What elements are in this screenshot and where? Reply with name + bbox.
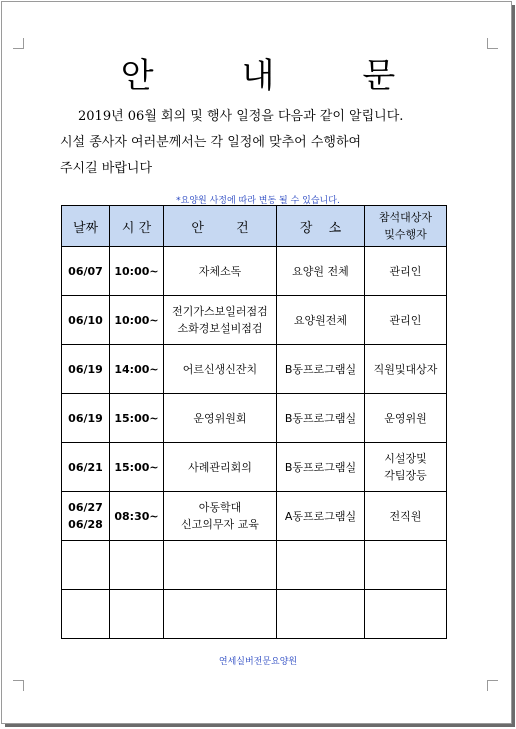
cell-time xyxy=(110,443,164,492)
cell-date xyxy=(62,492,110,541)
table-row xyxy=(62,541,447,590)
cell-place-text: 요양원전체 xyxy=(293,313,348,327)
cell-attendee-text: 전직원 xyxy=(389,509,422,523)
cell-time-text: 08:30~ xyxy=(114,509,159,523)
cell-place xyxy=(277,590,365,639)
schedule-change-notice: *요양원 사정에 따라 변동 될 수 있습니다. xyxy=(176,196,340,206)
cell-date xyxy=(62,443,110,492)
table-header-row xyxy=(62,206,447,247)
cell-agenda-text: 소화경보설비점검 xyxy=(177,322,263,335)
cell-agenda-text: 어르신생신잔치 xyxy=(182,362,258,376)
cell-time-text: 15:00~ xyxy=(114,460,159,474)
table-row xyxy=(62,590,447,639)
table-row xyxy=(62,394,447,443)
cell-date xyxy=(62,296,110,345)
cell-place xyxy=(277,345,365,394)
cell-agenda xyxy=(164,247,277,296)
cell-date-text: 06/19 xyxy=(68,411,103,425)
schedule-table xyxy=(61,205,447,639)
cell-attendee-text: 관리인 xyxy=(389,264,422,278)
cell-time-text: 10:00~ xyxy=(114,264,159,278)
intro-line: 시설 종사자 여러분께서는 각 일정에 맞추어 수행하여 xyxy=(60,135,362,150)
cell-date xyxy=(62,394,110,443)
cell-attendee-text: 직원및대상자 xyxy=(373,362,438,376)
table-row xyxy=(62,296,447,345)
cell-attendee xyxy=(365,443,447,492)
cell-place-text: B동프로그램실 xyxy=(284,460,357,474)
cell-agenda-text: 사례관리회의 xyxy=(188,460,252,474)
cell-date-text: 06/10 xyxy=(68,313,103,327)
cell-date-text: 06/27 xyxy=(68,501,103,514)
cell-date-text: 06/07 xyxy=(68,264,103,278)
document-title xyxy=(0,48,516,97)
cell-date-text: 06/28 xyxy=(68,518,103,531)
intro-paragraph xyxy=(60,104,470,182)
cell-date xyxy=(62,590,110,639)
header-place: 장 소 xyxy=(277,206,365,247)
cell-attendee xyxy=(365,541,447,590)
header-attendee: 참석대상자 및수행자 xyxy=(365,206,447,247)
header-time: 시 간 xyxy=(110,206,164,247)
cell-date xyxy=(62,345,110,394)
page-shadow-bottom xyxy=(5,724,515,727)
cell-time xyxy=(110,541,164,590)
crop-mark-bottom-right xyxy=(487,680,498,691)
cell-agenda xyxy=(164,443,277,492)
cell-agenda xyxy=(164,345,277,394)
cell-attendee xyxy=(365,247,447,296)
cell-attendee xyxy=(365,296,447,345)
cell-agenda-text: 신고의무자 교육 xyxy=(181,518,259,531)
intro-line: 주시길 바랍니다 xyxy=(60,161,153,176)
cell-agenda-text: 아동학대 xyxy=(198,501,242,514)
cell-time xyxy=(110,590,164,639)
cell-time xyxy=(110,296,164,345)
page-shadow-right xyxy=(512,5,515,726)
cell-attendee xyxy=(365,590,447,639)
cell-place-text: A동프로그램실 xyxy=(284,509,357,523)
crop-mark-bottom-left xyxy=(13,680,24,691)
cell-place-text: B동프로그램실 xyxy=(284,362,357,376)
cell-place xyxy=(277,296,365,345)
title-char: 안 xyxy=(120,56,154,96)
cell-agenda-text: 전기가스보일러점검 xyxy=(172,305,268,318)
facility-name-footer: 연세실버전문요양원 xyxy=(218,657,298,667)
cell-attendee-text: 관리인 xyxy=(389,313,422,327)
cell-attendee-text: 시설장및 xyxy=(384,452,427,465)
table-row xyxy=(62,345,447,394)
cell-date xyxy=(62,247,110,296)
cell-agenda-text: 운영위원회 xyxy=(193,411,247,425)
cell-agenda xyxy=(164,541,277,590)
table-row xyxy=(62,247,447,296)
cell-agenda xyxy=(164,296,277,345)
cell-date-text: 06/19 xyxy=(68,362,103,376)
cell-place xyxy=(277,394,365,443)
title-char: 문 xyxy=(362,56,396,96)
table-row xyxy=(62,443,447,492)
cell-attendee-text: 운영위원 xyxy=(384,411,427,425)
cell-place xyxy=(277,443,365,492)
table-row xyxy=(62,492,447,541)
cell-time xyxy=(110,345,164,394)
cell-time-text: 10:00~ xyxy=(114,313,159,327)
cell-date-text: 06/21 xyxy=(68,460,103,474)
header-date: 날짜 xyxy=(62,206,110,247)
intro-line: 2019년 06월 회의 및 행사 일정을 다음과 같이 알립니다. xyxy=(78,109,404,124)
cell-time-text: 15:00~ xyxy=(114,411,159,425)
cell-attendee xyxy=(365,492,447,541)
cell-attendee-text: 각팀장등 xyxy=(384,469,427,482)
cell-agenda xyxy=(164,590,277,639)
cell-agenda xyxy=(164,394,277,443)
header-agenda: 안 건 xyxy=(164,206,277,247)
cell-time xyxy=(110,492,164,541)
cell-place xyxy=(277,541,365,590)
cell-place-text: B동프로그램실 xyxy=(284,411,357,425)
cell-date xyxy=(62,541,110,590)
cell-place-text: 요양원 전체 xyxy=(292,264,349,278)
cell-place xyxy=(277,492,365,541)
title-char: 내 xyxy=(241,56,275,96)
cell-agenda xyxy=(164,492,277,541)
cell-time xyxy=(110,394,164,443)
cell-time-text: 14:00~ xyxy=(114,362,159,376)
cell-agenda-text: 자체소독 xyxy=(198,264,242,278)
cell-attendee xyxy=(365,394,447,443)
cell-time xyxy=(110,247,164,296)
cell-place xyxy=(277,247,365,296)
cell-attendee xyxy=(365,345,447,394)
